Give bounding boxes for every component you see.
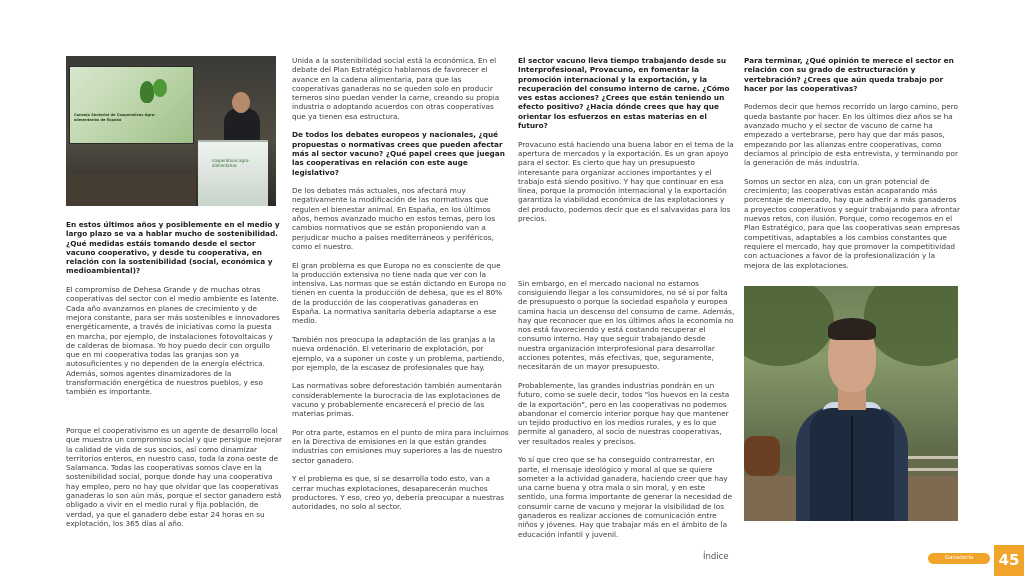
question-regulations: De todos los debates europeos y nacionales, ¿qué propuestas o normativas crees que pueden afectar más al sector vacuno? ¿Qué papel crees que juegan las cooperativas en relación con este auge legislativo? bbox=[292, 130, 505, 177]
person-hair bbox=[828, 318, 876, 340]
paragraph: Probablemente, las grandes industrias pondrán en un futuro, como se suele decir, todos "los huevos en la cesta de la exportación", pero en las cooperativas no podemos abandonar el comercio interior porque hay que mantener un tejido productivo en los medios rurales, y es lo que permite al ganadero, al socio de nuestras cooperativas, ver resultados reales y precisos. bbox=[518, 380, 730, 446]
conference-photo bbox=[66, 56, 276, 206]
section-badge: Ganadería bbox=[928, 553, 990, 564]
question-structure: Para terminar, ¿Qué opinión te merece el sector en relación con su grado de estructuración y vertebración? ¿Crees que aún queda trabajo por hacer por las cooperativas? bbox=[744, 56, 954, 93]
photo-floor bbox=[66, 174, 196, 206]
paragraph: También nos preocupa la adaptación de las granjas a la nueva ordenación. El veterinario de explotación, por ejemplo, va a suponer un coste y un problema, partiendo, por ejemplo, de la escasez de profesionales que hay. bbox=[292, 334, 505, 372]
paragraph: El compromiso de Dehesa Grande y de muchas otras cooperativas del sector con el medio ambiente es latente. Cada año avanzamos en planes de crecimiento y de mejora constante, para ser más sostenibles e innovadores energéticamente, a través de iniciativas como la puesta en marcha, por ejemplo, de instalaciones fotovoltaicas y de calderas de biomasa. Yo hoy puedo decir con orgullo que en mi cooperativa todas las granjas son ya autosuficientes y no dependen de la energía eléctrica. Además, somos agentes dinamizadores de la transformación energética de nuestros pueblos, y eso también es importante. bbox=[66, 285, 280, 397]
paragraph: Somos un sector en alza, con un gran potencial de crecimiento; las cooperativas están acaparando más porcentaje de mercado, hay que adherir a más ganaderos a proyectos cooperativos y seguir trabajando para afrontar nuevos retos, con ilusión. Porque, como recogemos en el Plan Estratégico, para que las cooperativas sean empresas competitivas, adaptables a los cambios constantes que requiere el mercado, hay que promover la competitividad con actuaciones a favor de la profesionalización y la mejora de las explotaciones. bbox=[744, 176, 961, 270]
cow-figure bbox=[744, 436, 780, 476]
sprout-leaf-graphic bbox=[153, 79, 167, 97]
paragraph: Unida a la sostenibilidad social está la económica. En el debate del Plan Estratégico hablamos de favorecer el avance en la cadena alimentaria, para que las cooperativas ganaderas no se queden solo en producir terneros sino puedan vender la carne, creando su propia industria o adoptando acuerdos con otras cooperativas que ya tienen esa estructura. bbox=[292, 56, 500, 121]
question-provacuno: El sector vacuno lleva tiempo trabajando desde su Interprofesional, Provacuno, en fomentar la promoción internacional y la exportación, y la recuperación del consumo interno de carne. ¿Cómo ves estas acciones? ¿Crees que están teniendo un efecto positivo? ¿Hacia dónde crees que hay que orientar los esfuerzos en estas materias en el futuro? bbox=[518, 56, 730, 131]
question-sustainability: En estos últimos años y posiblemente en el medio y largo plazo se va a hablar mucho de sostenibilidad. ¿Qué medidas estáis tomando desde el sector vacuno cooperativo, y desde tu cooperativa, en relación con la sostenibilidad (social, económica y medioambiental)? bbox=[66, 220, 280, 276]
vest-zipper bbox=[851, 416, 853, 521]
paragraph: Podemos decir que hemos recorrido un largo camino, pero queda bastante por hacer. En los últimos diez años se ha avanzado mucho y el sector de vacuno de carne ha empezado a vertebrarse, pero hay que dar más pasos, empezando por las alianzas entre cooperativas, como decíamos al principio de esta entrevista, y terminando por la generación de más industria. bbox=[744, 102, 959, 168]
paragraph: Provacuno está haciendo una buena labor en el tema de la apertura de mercados y la exportación. Es un gran apoyo para el sector. Es cierto que hay un presupuesto interesante para organizar acciones importantes y el trabajo está siendo positivo. Y hay que continuar en esa línea, porque la promoción internacional y la exportación garantiza la viabilidad económica de las explotaciones y del producto, podemos decir que es el salvavidas para los precios. bbox=[518, 139, 734, 224]
paragraph: El gran problema es que Europa no es consciente de que la producción extensiva no tiene nada que ver con la intensiva. Las normas que se están dictando en Europa no tienen en cuenta la producción de dehesa, que es el 80% de la producción de las cooperativas ganaderas en España. La normativa sanitaria debería adaptarse a ese medio. bbox=[292, 260, 506, 326]
presentation-screen bbox=[69, 66, 194, 144]
column-3 bbox=[518, 56, 735, 548]
portrait-photo bbox=[744, 286, 958, 521]
column-2 bbox=[292, 56, 509, 521]
lectern-logo: cooperativas agro-alimentarias bbox=[212, 158, 250, 168]
paragraph: Porque el cooperativismo es un agente de desarrollo local que muestra un compromiso social y que persigue mejorar la calidad de vida de sus socios, así como dinamizar territorios enteros, en nuestro caso, toda la zona oeste de Salamanca. Todas las cooperativas somos clave en la sostenibilidad social, porque donde hay una cooperativa hay empleo, pero no hay que olvidar que las cooperativas ganaderas lo son aún más, porque el sector ganadero está obligado a vivir en el medio rural y fija población, de verdad, ya que el ganadero debe estar 24 horas en su explotación, los 365 días al año. bbox=[66, 425, 282, 528]
paragraph: De los debates más actuales, nos afectará muy negativamente la modificación de las normativas que regulen el bienestar animal. En España, en los últimos años, hemos avanzado mucho en estos temas, pero los cambios normativos que se están proponiendo van a perjudicar mucho a países mediterráneos y periféricos, como el nuestro. bbox=[292, 186, 496, 251]
paragraph: Las normativas sobre deforestación también aumentarán considerablemente la burocracia de las explotaciones de vacuno y probablemente encarecerá el precio de las materias primas. bbox=[292, 381, 502, 419]
speaker-head bbox=[232, 92, 250, 113]
fence bbox=[908, 468, 958, 471]
page-number: 45 bbox=[994, 545, 1024, 576]
paragraph: Y el problema es que, si se desarrolla todo esto, van a cerrar muchas explotaciones, desaparecerán muchos productores. Y eso, creo yo, debería preocupar a nuestras autoridades, no solo al sector. bbox=[292, 474, 505, 512]
fence bbox=[908, 456, 958, 459]
sprout-graphic bbox=[140, 81, 154, 103]
paragraph: Yo sí que creo que se ha conseguido contrarrestar, en parte, el mensaje ideológico y moral al que se quiere someter a la actividad ganadera, haciendo creer que hay una carne buena y otra mala o sin moral, y en este sentido, una forma importante de generar la necesidad de consumir carne de vacuno y mejorar la visibilidad de los ganaderos es realizar acciones de comunicación entre niños y jóvenes. Hay que trabajar más en el ámbito de la educación infantil y juvenil. bbox=[518, 455, 733, 539]
paragraph: Por otra parte, estamos en el punto de mira para incluirnos en la Directiva de emisiones en la que están grandes industrias con emisiones muy superiores a las de nuestro sector ganadero. bbox=[292, 427, 509, 465]
column-1 bbox=[66, 220, 283, 538]
lectern bbox=[198, 140, 268, 206]
paragraph: Sin embargo, en el mercado nacional no estamos consiguiendo llegar a los consumidores, no sé si por falta de presupuesto o porque la sociedad española y europea camina hacia un descenso del consumo de carne. Además, hay que reconocer que en los últimos años la economía no nos está favoreciendo y está costando recuperar el consumo interno. Hay que seguir trabajando desde nuestra organización Interprofesional para desarrollar acciones potentes, más efectivas, que, seguramente, necesitarán de un mayor presupuesto. bbox=[518, 278, 735, 372]
column-4 bbox=[744, 56, 961, 279]
screen-caption: Consejo Sectorial de Cooperativas Agro-alimentarias de España bbox=[74, 113, 156, 122]
index-link[interactable]: Índice bbox=[703, 552, 729, 562]
